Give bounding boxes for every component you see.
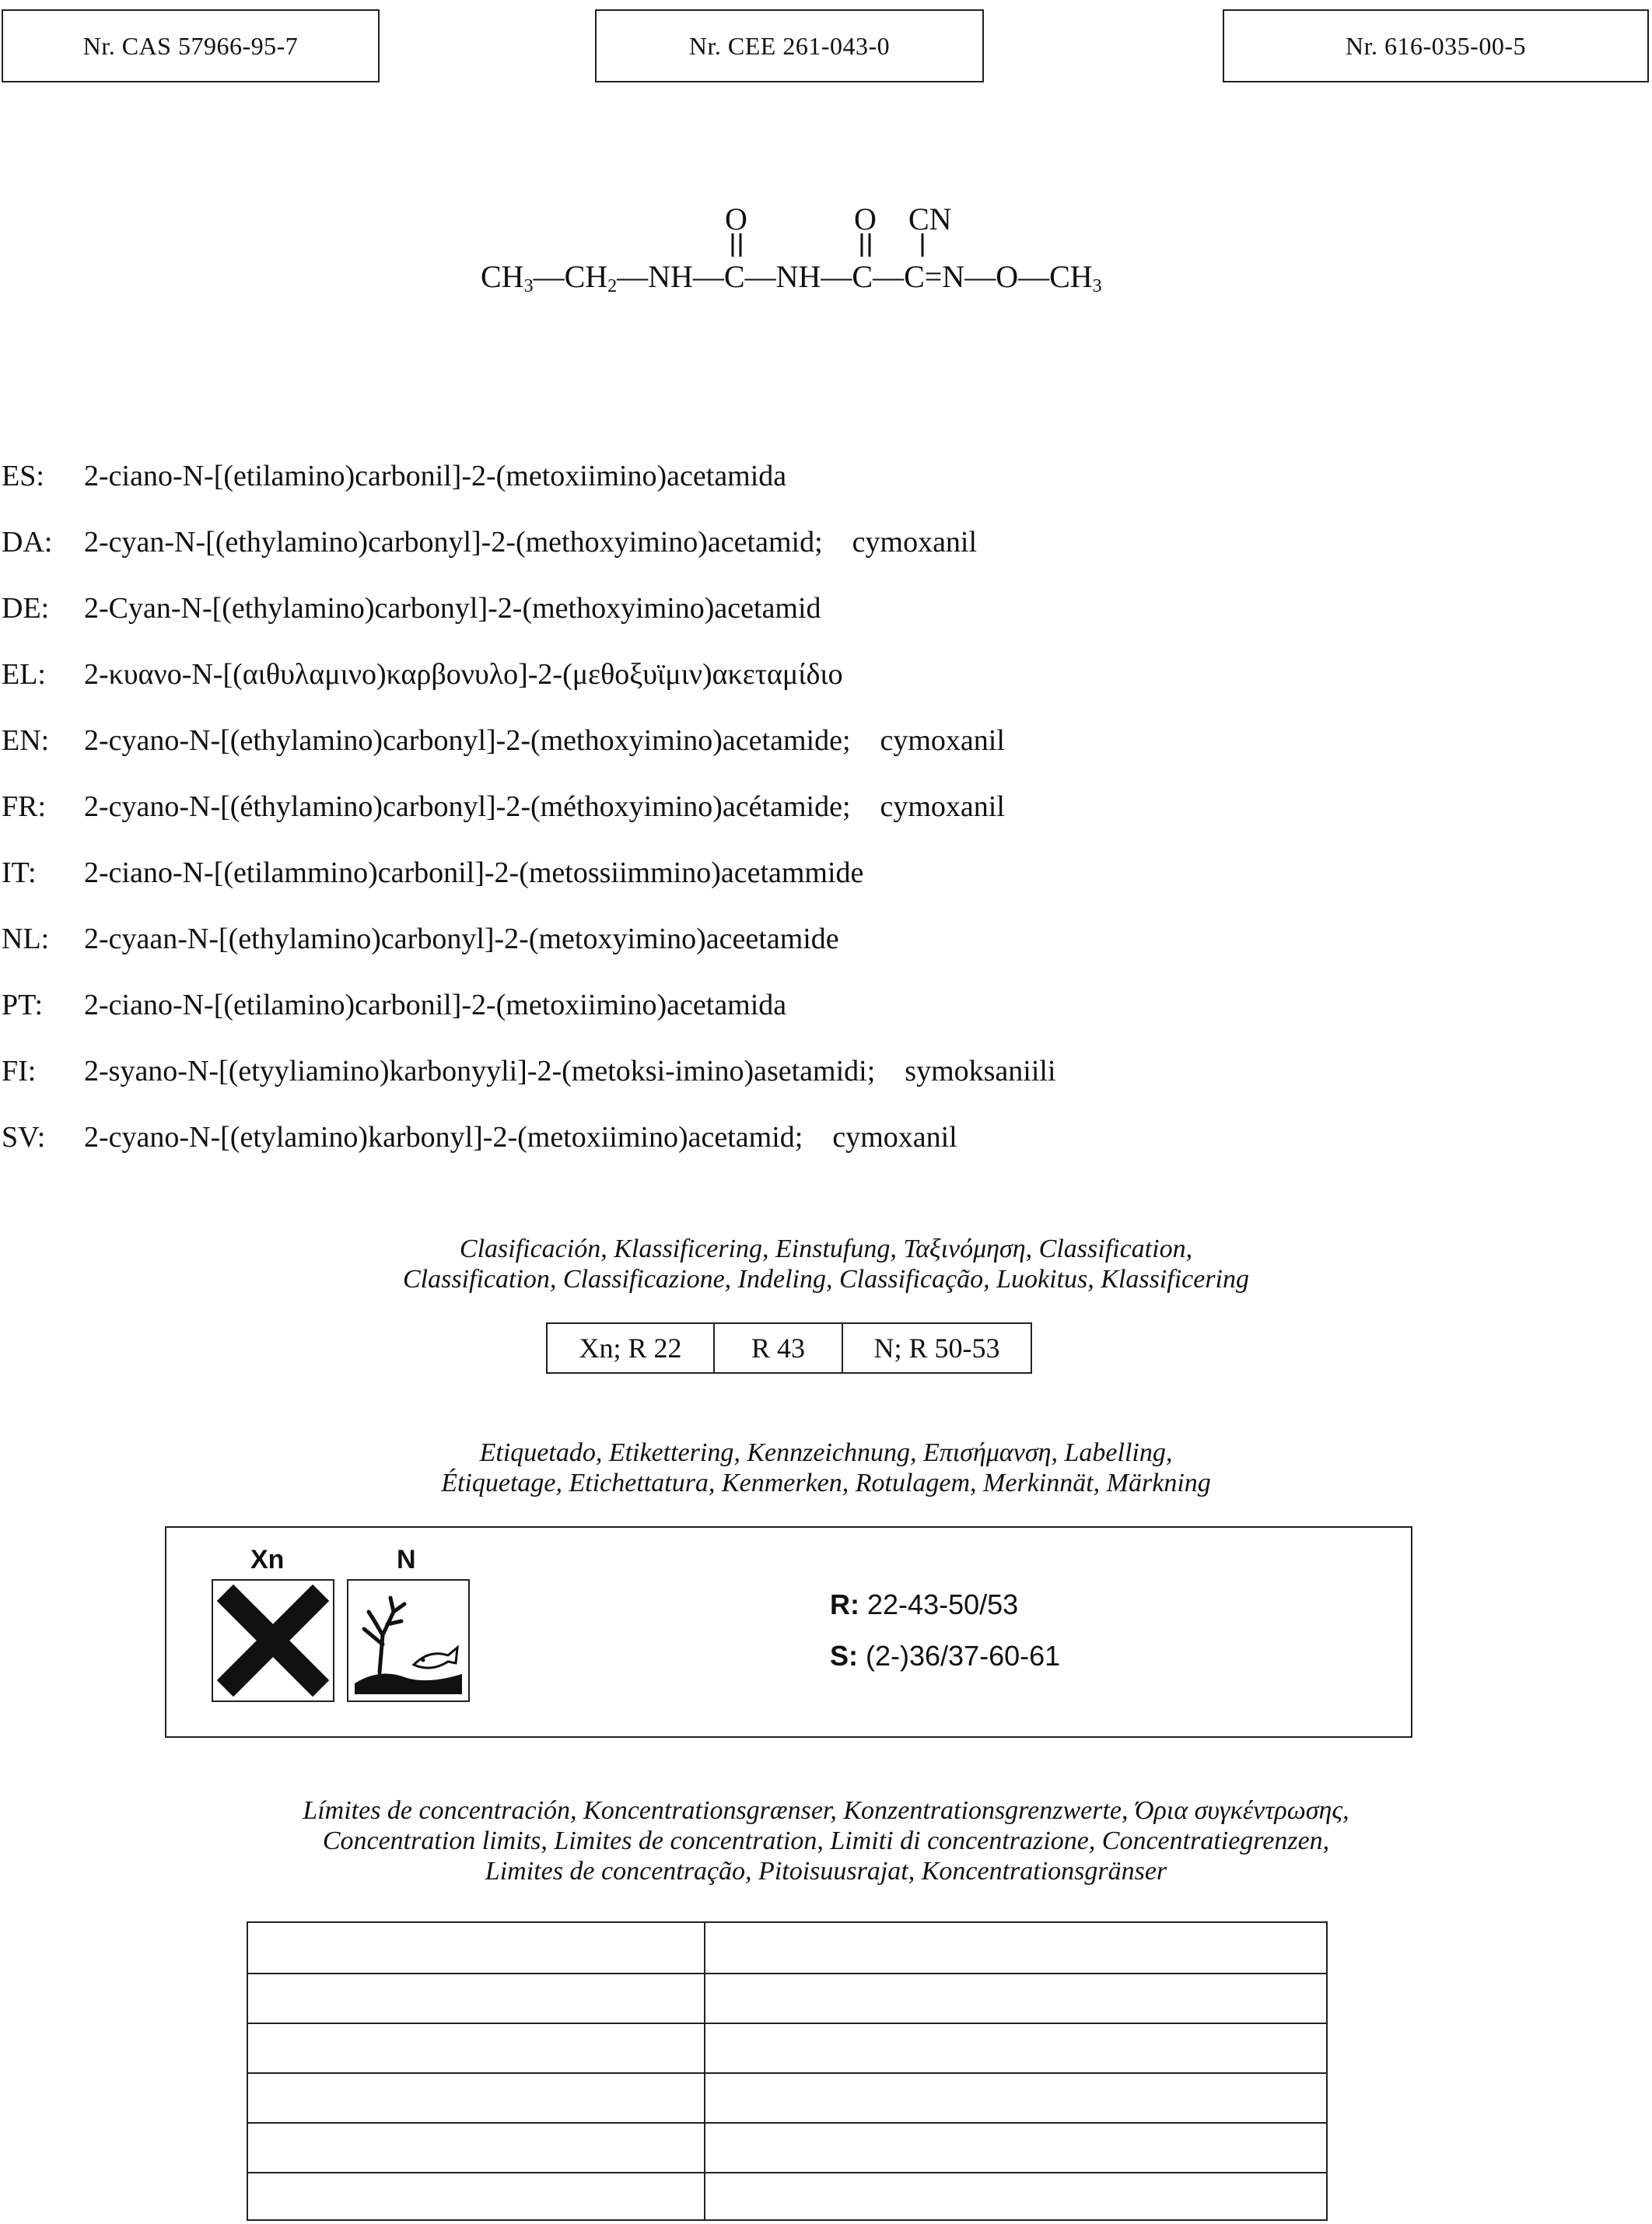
iupac-name: 2-cyan-N-[(ethylamino)carbonyl]-2-(methoxyimino)acetamid;	[84, 526, 823, 559]
table-row-divider	[248, 1973, 1326, 1974]
labelling-box	[165, 1526, 1412, 1738]
iupac-name: 2-ciano-N-[(etilamino)carbonil]-2-(metoxiimino)acetamida	[84, 460, 787, 492]
iupac-name: 2-cyano-N-[(éthylamino)carbonyl]-2-(méthoxyimino)acétamide;	[84, 790, 851, 823]
concentration-limits-heading: Límites de concentración, Koncentrationsgrænser, Konzentrationsgrenzwerte, Όρια συγκέντρωσης, Concentration limits, Limites de concentration, Limiti di concentrazione, Concentratiegrenzen, Limites de concentração, Pitoisuusrajat, Koncentrationsgränser	[303, 1796, 1349, 1886]
language-code: PT:	[2, 989, 44, 1021]
formula-oxygen-1: O	[725, 201, 747, 236]
environment-dead-tree-fish-icon	[347, 1579, 470, 1702]
classification-table	[546, 1322, 1032, 1374]
language-code: EL:	[2, 658, 46, 691]
common-name: cymoxanil	[880, 790, 1005, 823]
table-row-divider	[248, 2023, 1326, 2024]
iupac-name: 2-ciano-N-[(etilamino)carbonil]-2-(metoxiimino)acetamida	[84, 989, 787, 1021]
iupac-name: 2-κυανο-N-[(αιθυλαμινο)καρβονυλο]-2-(μεθοξυϊμιν)ακεταμίδιο	[84, 658, 843, 691]
language-code: DA:	[2, 526, 53, 559]
common-name: cymoxanil	[880, 724, 1005, 757]
index-number: Nr. 616-035-00-5	[1346, 31, 1526, 60]
risk-phrases: R: 22-43-50/53	[830, 1588, 1019, 1620]
safety-phrases: S: (2-)36/37-60-61	[830, 1640, 1061, 1672]
concentration-limits-table	[247, 1921, 1328, 2221]
classification-cell: Xn; R 22	[579, 1333, 682, 1364]
classification-cell: N; R 50-53	[842, 1324, 1031, 1372]
iupac-name: 2-Cyan-N-[(ethylamino)carbonyl]-2-(methoxyimino)acetamid	[84, 592, 821, 625]
harmful-cross-icon	[212, 1579, 334, 1702]
classification-heading: Clasificación, Klassificering, Einstufung, Ταξινόμηση, Classification, Classification, Classificazione, Indeling, Classificação, Luokitus, Klassificering	[402, 1235, 1250, 1294]
iupac-name: 2-cyano-N-[(ethylamino)carbonyl]-2-(methoxyimino)acetamide;	[84, 724, 851, 757]
language-code: NL:	[2, 923, 50, 955]
table-row-divider	[248, 2172, 1326, 2173]
table-row-divider	[248, 2072, 1326, 2074]
iupac-name: 2-syano-N-[(etyyliamino)karbonyyli]-2-(metoksi-imino)asetamidi;	[84, 1055, 876, 1087]
formula-cyano: CN	[908, 201, 952, 236]
language-code: FI:	[2, 1055, 37, 1087]
language-code: SV:	[2, 1121, 46, 1154]
iupac-name: 2-ciano-N-[(etilammino)carbonil]-2-(metossiimmino)acetammide	[84, 856, 864, 889]
language-code: IT:	[2, 856, 37, 889]
common-name: cymoxanil	[852, 526, 978, 559]
labelling-heading: Etiquetado, Etikettering, Kennzeichnung, Επισήμανση, Labelling, Étiquetage, Etichettatura, Kenmerken, Rotulagem, Merkinnät, Märkning	[441, 1438, 1211, 1497]
language-code: FR:	[2, 790, 47, 823]
formula-main-chain: $CH_3—CH_2—NH—C—NH—C—C=N—O—CH_3$	[481, 259, 1102, 296]
table-column-divider	[704, 1923, 705, 2219]
iupac-name: 2-cyano-N-[(etylamino)karbonyl]-2-(metoxiimino)acetamid;	[84, 1121, 803, 1154]
cee-number: Nr. CEE 261-043-0	[688, 31, 891, 60]
formula-oxygen-2: O	[854, 201, 877, 236]
hazard-symbol-code-xn: Xn	[250, 1545, 285, 1574]
cas-number: Nr. CAS 57966-95-7	[82, 31, 299, 60]
hazard-symbol-code-n: N	[397, 1545, 416, 1574]
iupac-name: 2-cyaan-N-[(ethylamino)carbonyl]-2-(metoxyimino)aceetamide	[84, 923, 839, 955]
common-name: symoksaniili	[905, 1055, 1056, 1087]
table-row-divider	[248, 2122, 1326, 2124]
language-code: DE:	[2, 592, 50, 625]
language-code: ES:	[2, 460, 44, 492]
language-code: EN:	[2, 724, 50, 757]
classification-cell: R 43	[713, 1324, 842, 1372]
common-name: cymoxanil	[832, 1121, 957, 1154]
